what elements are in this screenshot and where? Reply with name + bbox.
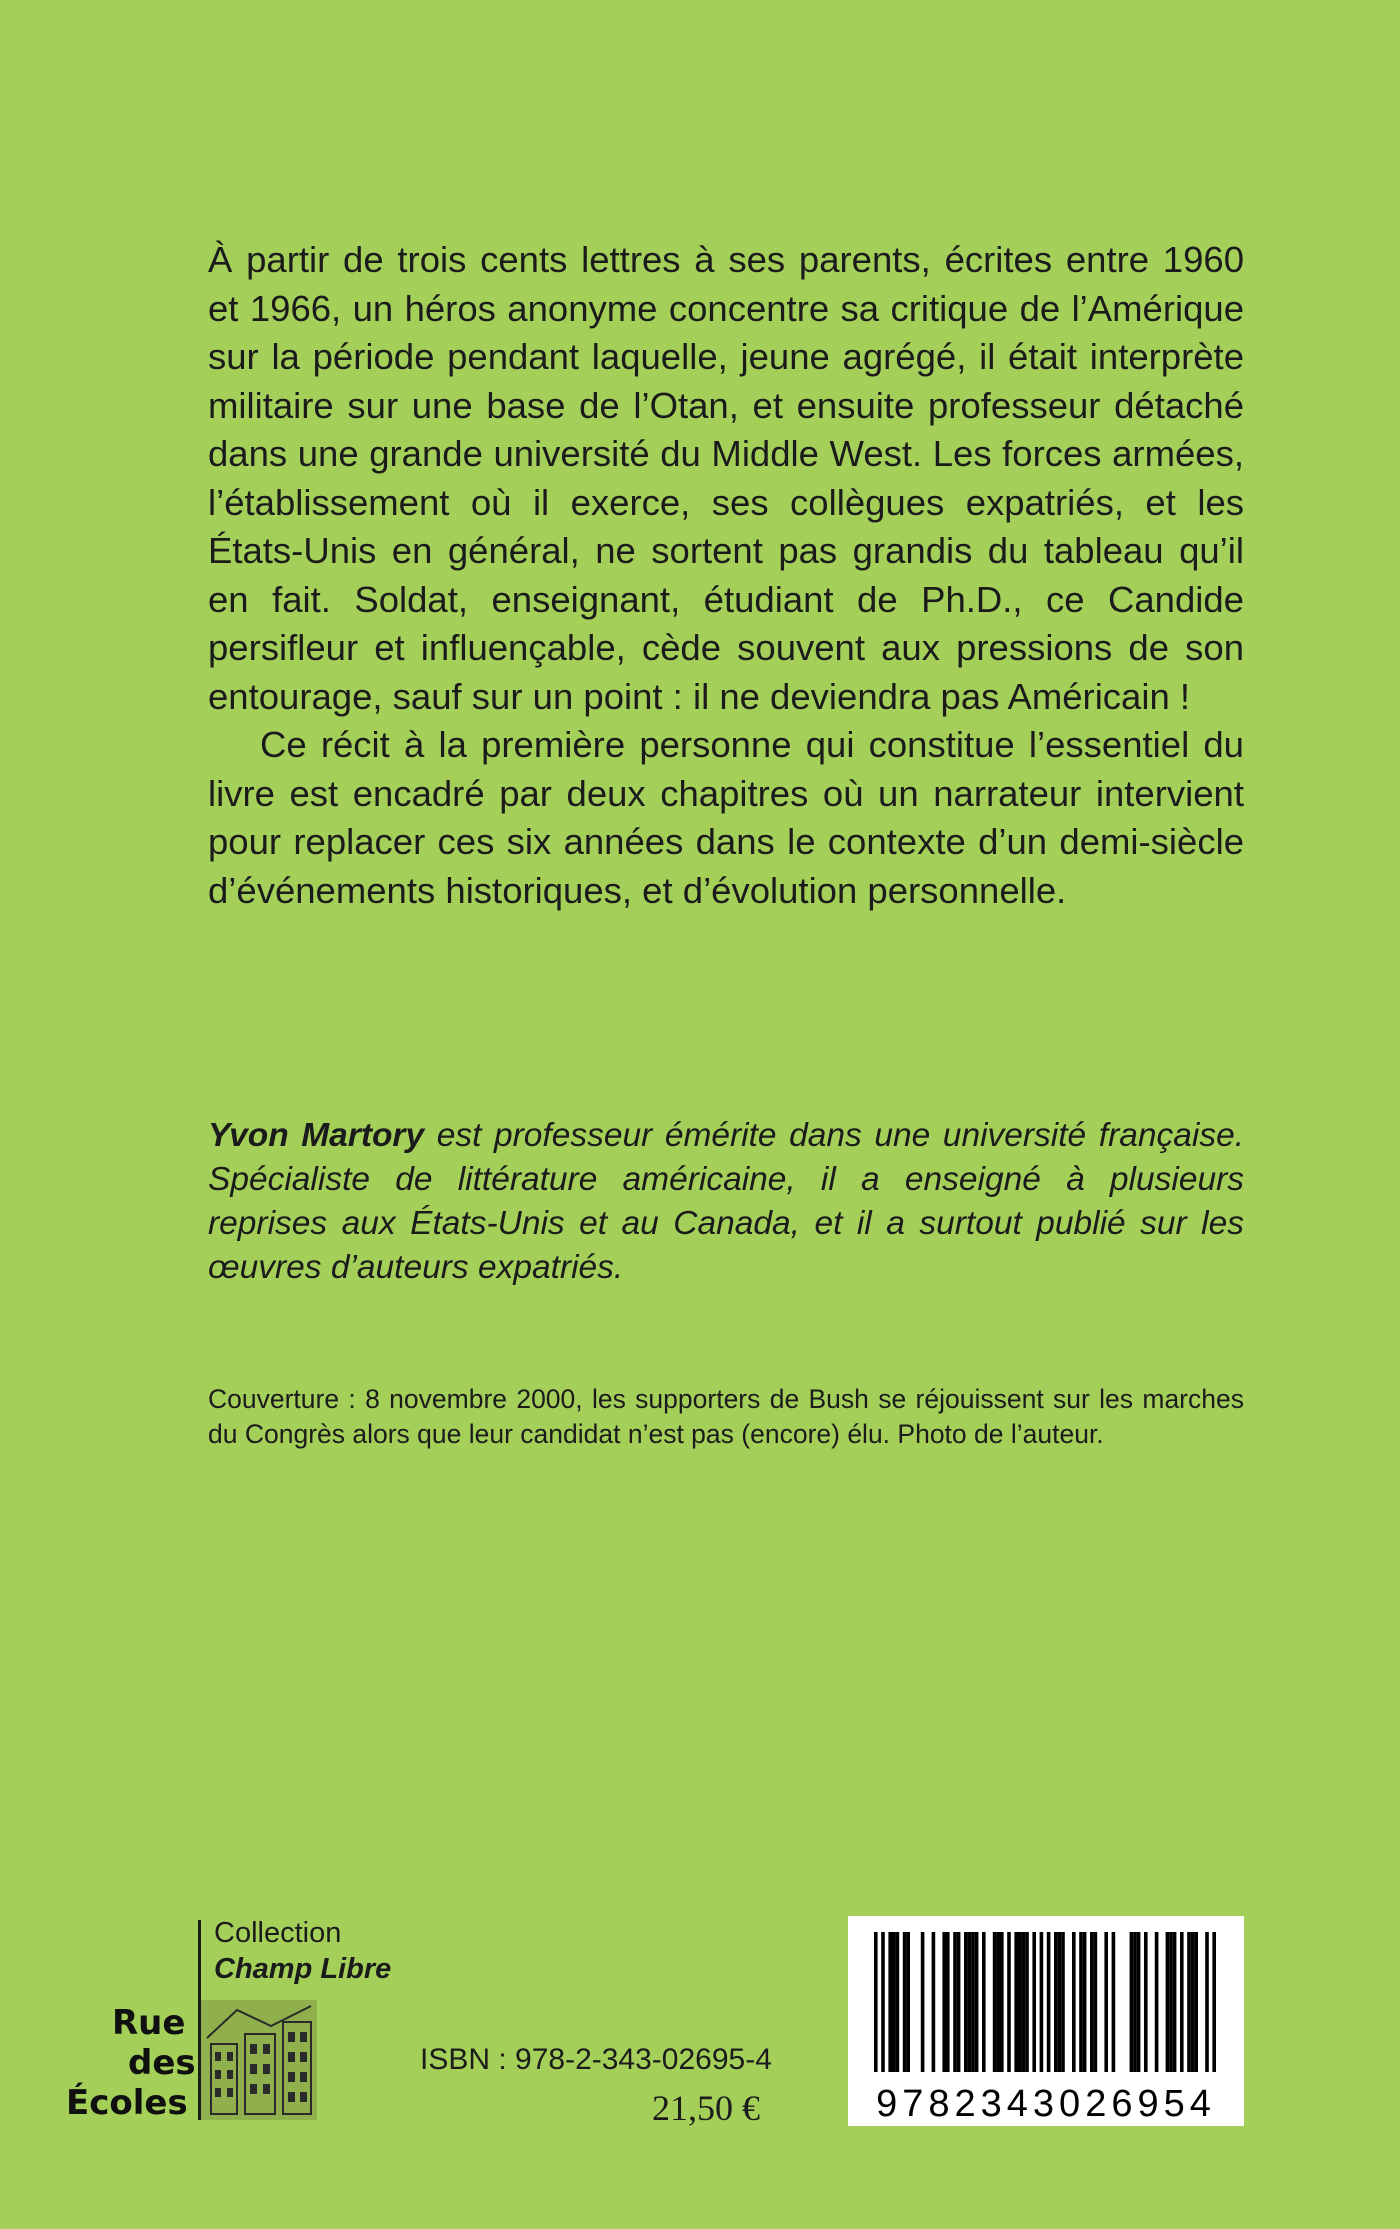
barcode-bar — [1054, 1932, 1058, 2072]
barcode-bar — [953, 1932, 957, 2072]
barcode-bar — [888, 1932, 892, 2072]
barcode-bar — [942, 1932, 946, 2072]
barcode-bar — [1007, 1932, 1011, 2072]
barcode-bar — [1079, 1932, 1083, 2072]
author-name: Yvon Martory — [208, 1117, 425, 1154]
barcode-bar — [921, 1932, 925, 2072]
barcode-bar — [1144, 1932, 1148, 2072]
barcode-bar — [1014, 1932, 1018, 2072]
barcode — [848, 1916, 1244, 2126]
cover-photo-credit: Couverture : 8 novembre 2000, les supporters de Bush se réjouissent sur les marches du Congrès alors que leur candidat n’est pas (encore) élu. Photo de l’auteur. — [208, 1384, 1244, 1449]
back-cover-blurb — [208, 236, 1244, 915]
author-bio-text: est professeur émérite dans une université française. Spécialiste de littérature américaine, il a enseigné à plusieurs reprises aux États-Unis et au Canada, et il a surtout publié sur les œuvres d’auteurs expatriés. — [208, 1117, 1245, 1286]
barcode-bar — [1155, 1932, 1159, 2072]
barcode-bar — [1194, 1932, 1198, 2072]
publisher-logo-word-1: Rue — [112, 2003, 186, 2043]
barcode-bar — [1018, 1932, 1022, 2072]
blurb-paragraph-2: Ce récit à la première personne qui constitue l’essentiel du livre est encadré par deux chapitres où un narrateur intervient pour replacer ces six années dans le contexte d’un demi-siècle d’événements historiques, et d’évolution personnelle. — [208, 724, 1244, 911]
barcode-bar — [903, 1932, 907, 2072]
barcode-bar — [964, 1932, 968, 2072]
publisher-logo-word-3: Écoles — [66, 2083, 188, 2123]
barcode-bar — [896, 1932, 900, 2072]
barcode-bar — [1040, 1932, 1044, 2072]
barcode-bar — [968, 1932, 972, 2072]
barcode-bar — [1083, 1932, 1087, 2072]
barcode-digits: 9782343026954 — [876, 2083, 1216, 2125]
blurb-paragraph-1: À partir de trois cents lettres à ses parents, écrites entre 1960 et 1966, un héros anonyme concentre sa critique de l’Amérique sur la période pendant laquelle, jeune agrégé, il était interprète militaire sur une base de l’Otan, et ensuite professeur détaché dans une grande université du Middle West. Les forces armées, l’établissement où il exerce, ses collègues expatriés, et les États-Unis en général, ne sortent pas grandis du tableau qu’il en fait. Soldat, enseignant, étudiant de Ph.D., ce Candide persifleur et influençable, cède souvent aux pressions de son entourage, sauf sur un point : il ne deviendra pas Américain ! — [208, 239, 1244, 717]
barcode-bar — [971, 1932, 975, 2072]
barcode-bar — [1112, 1932, 1116, 2072]
isbn-number: ISBN : 978-2-343-02695-4 — [420, 2043, 772, 2076]
barcode-bar — [993, 1932, 997, 2072]
barcode-bar — [1058, 1932, 1062, 2072]
barcode-bar — [874, 1932, 878, 2072]
barcode-bar — [1094, 1932, 1098, 2072]
barcode-bar — [1072, 1932, 1076, 2072]
barcode-bar — [1047, 1932, 1051, 2072]
barcode-bar — [1205, 1932, 1209, 2072]
barcode-bar — [996, 1932, 1000, 2072]
collection-name: Champ Libre — [214, 1953, 392, 1985]
publisher-logo-photo-icon — [201, 2000, 317, 2120]
collection-label: Collection — [214, 1917, 342, 1949]
author-bio — [208, 1114, 1244, 1290]
barcode-bar — [946, 1932, 950, 2072]
barcode-bar — [1104, 1932, 1108, 2072]
barcode-bar — [1032, 1932, 1036, 2072]
barcode-bar — [1180, 1932, 1184, 2072]
barcode-bar — [1169, 1932, 1173, 2072]
barcode-bar — [1191, 1932, 1195, 2072]
barcode-bar — [906, 1932, 910, 2072]
barcode-bar — [1090, 1932, 1094, 2072]
barcode-bar — [1187, 1932, 1191, 2072]
barcode-bar — [1173, 1932, 1177, 2072]
barcode-bar — [1130, 1932, 1134, 2072]
barcode-bar — [881, 1932, 885, 2072]
barcode-bar — [957, 1932, 961, 2072]
barcode-bar — [1025, 1932, 1029, 2072]
barcode-bar — [1133, 1932, 1137, 2072]
barcode-bar — [1061, 1932, 1065, 2072]
barcode-bar — [932, 1932, 936, 2072]
barcode-bar — [1137, 1932, 1141, 2072]
barcode-bar — [1212, 1932, 1216, 2072]
barcode-bar — [1166, 1932, 1170, 2072]
barcode-bar — [1022, 1932, 1026, 2072]
barcode-bar — [1000, 1932, 1004, 2072]
barcode-bar — [975, 1932, 979, 2072]
publisher-logo-word-2: des — [128, 2043, 196, 2083]
barcode-bar — [892, 1932, 896, 2072]
barcode-icon — [848, 1916, 1244, 2126]
barcode-bar — [982, 1932, 986, 2072]
book-price: 21,50 € — [652, 2088, 760, 2128]
